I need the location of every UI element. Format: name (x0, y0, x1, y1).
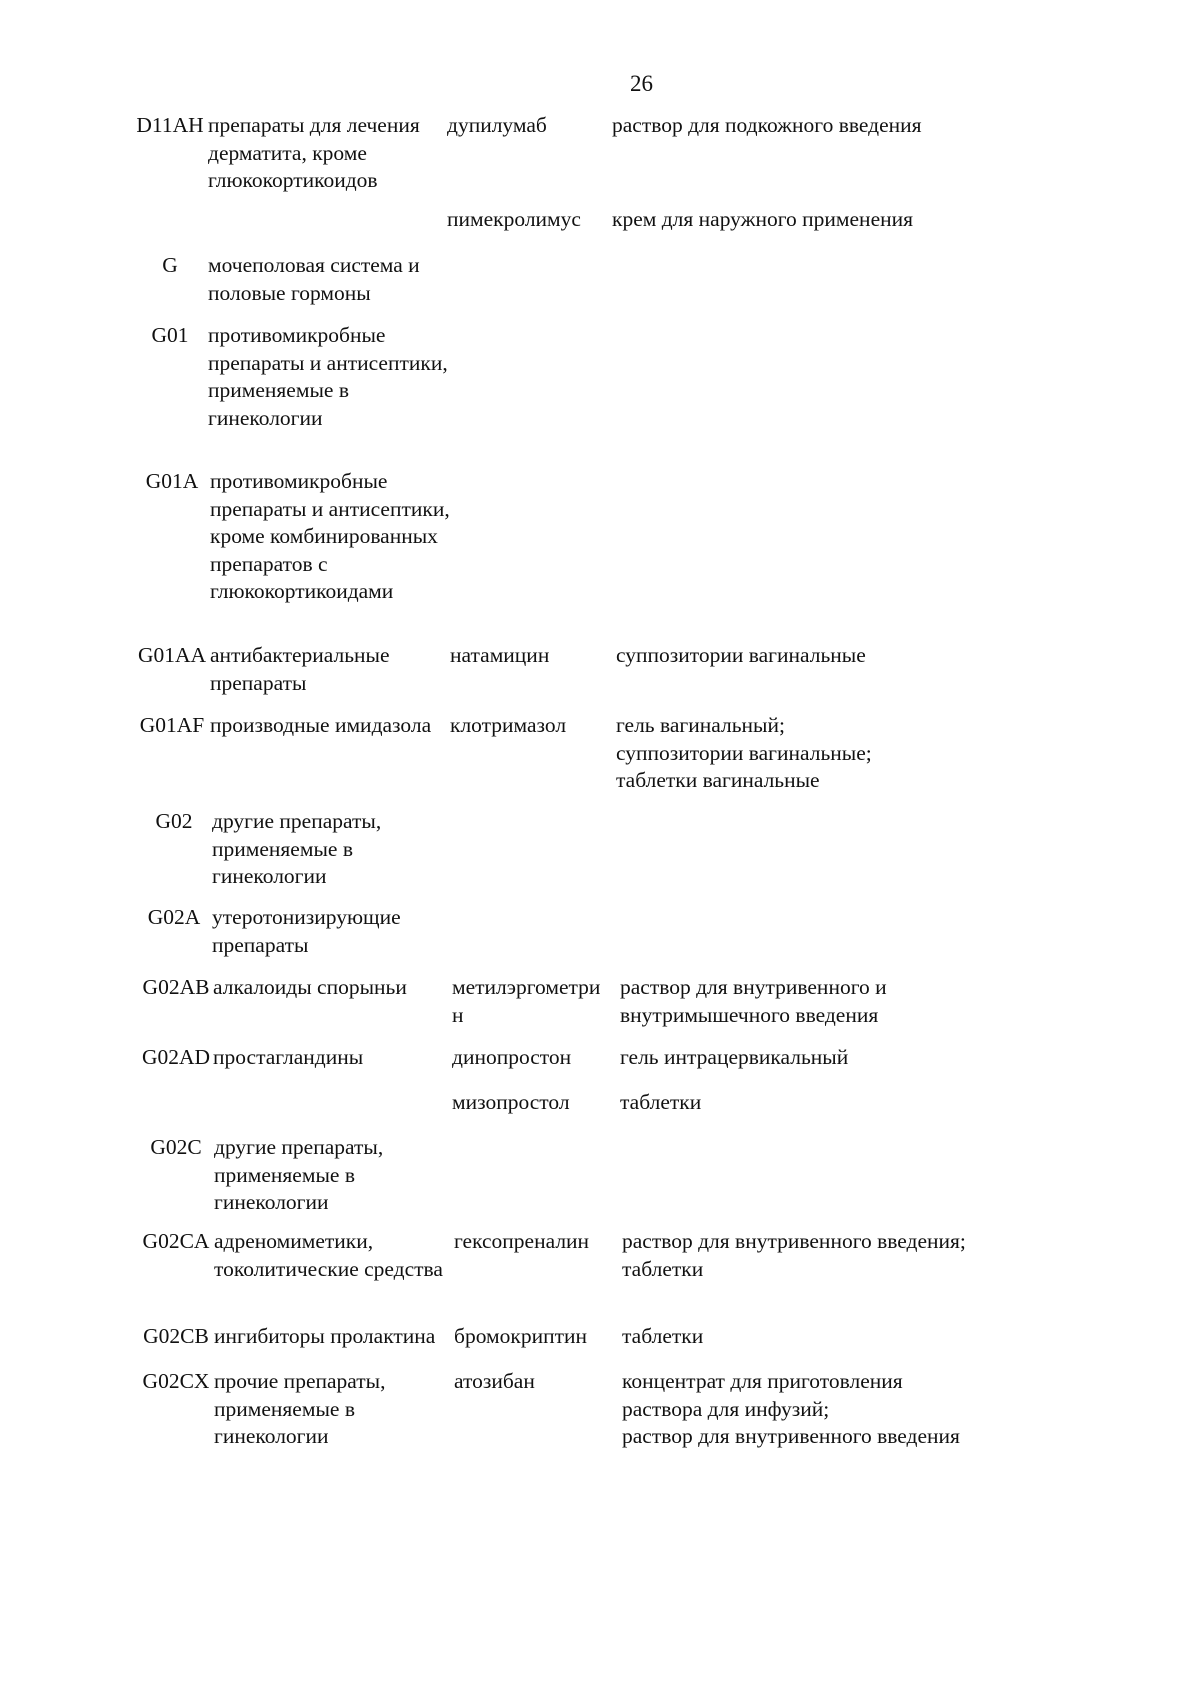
group-name: другие препараты, применяемые в гинекологии (214, 1135, 384, 1214)
atc-code: G02A (147, 905, 201, 929)
drug-name: метилэргометри н (452, 975, 601, 1027)
drug-name: дупилумаб (447, 113, 547, 137)
dosage-form: концентрат для приготовления раствора для инфузий; раствор для внутривенного введения (622, 1369, 960, 1448)
atc-code: D11AH (136, 113, 204, 137)
atc-code: G01AF (139, 713, 205, 737)
dosage-form: гель вагинальный; суппозитории вагинальные; таблетки вагинальные (616, 713, 872, 792)
dosage-form: раствор для внутривенного введения; таблетки (622, 1229, 966, 1281)
group-name: утеротонизирующие препараты (212, 905, 401, 957)
group-name: препараты для лечения дерматита, кроме глюкокортикоидов (208, 113, 420, 192)
group-name: противомикробные препараты и антисептики, кроме комбинированных препаратов с глюкокортикоидами (210, 469, 450, 603)
atc-code: G02 (155, 809, 193, 833)
atc-code: G02AD (141, 1045, 211, 1069)
drug-name: гексопреналин (454, 1229, 590, 1253)
group-name: прочие препараты, применяемые в гинекологии (214, 1369, 386, 1448)
drug-name: пимекролимус (447, 207, 581, 231)
atc-code: G02C (150, 1135, 202, 1159)
drug-name: клотримазол (450, 713, 567, 737)
drug-name: бромокриптин (454, 1324, 587, 1348)
drug-name: атозибан (454, 1369, 535, 1393)
atc-code: G01 (151, 323, 189, 347)
drug-name: мизопростол (452, 1090, 570, 1114)
group-name: мочеполовая система и половые гормоны (208, 253, 420, 305)
group-name: антибактериальные препараты (210, 643, 390, 695)
dosage-form: таблетки (622, 1324, 704, 1348)
atc-code: G02CX (142, 1369, 210, 1393)
group-name: противомикробные препараты и антисептики, применяемые в гинекологии (208, 323, 448, 430)
group-name: другие препараты, применяемые в гинекологии (212, 809, 382, 888)
dosage-form: раствор для подкожного введения (612, 113, 922, 137)
atc-code: G02AB (142, 975, 210, 999)
drug-name: натамицин (450, 643, 550, 667)
group-name: алкалоиды спорыньи (213, 975, 407, 999)
dosage-form: суппозитории вагинальные (616, 643, 866, 667)
group-name: производные имидазола (210, 713, 432, 737)
atc-code: G02CA (142, 1229, 210, 1253)
group-name: ингибиторы пролактина (214, 1324, 436, 1348)
page-number: 26 (630, 71, 653, 96)
atc-code: G02CB (143, 1324, 209, 1348)
dosage-form: крем для наружного применения (612, 207, 914, 231)
group-name: простагландины (213, 1045, 364, 1069)
dosage-form: таблетки (620, 1090, 702, 1114)
atc-code: G (162, 253, 178, 277)
dosage-form: раствор для внутривенного и внутримышечного введения (620, 975, 887, 1027)
atc-code: G01A (145, 469, 199, 493)
atc-code: G01AA (137, 643, 207, 667)
drug-name: динопростон (452, 1045, 572, 1069)
dosage-form: гель интрацервикальный (620, 1045, 849, 1069)
group-name: адреномиметики, токолитические средства (214, 1229, 443, 1281)
